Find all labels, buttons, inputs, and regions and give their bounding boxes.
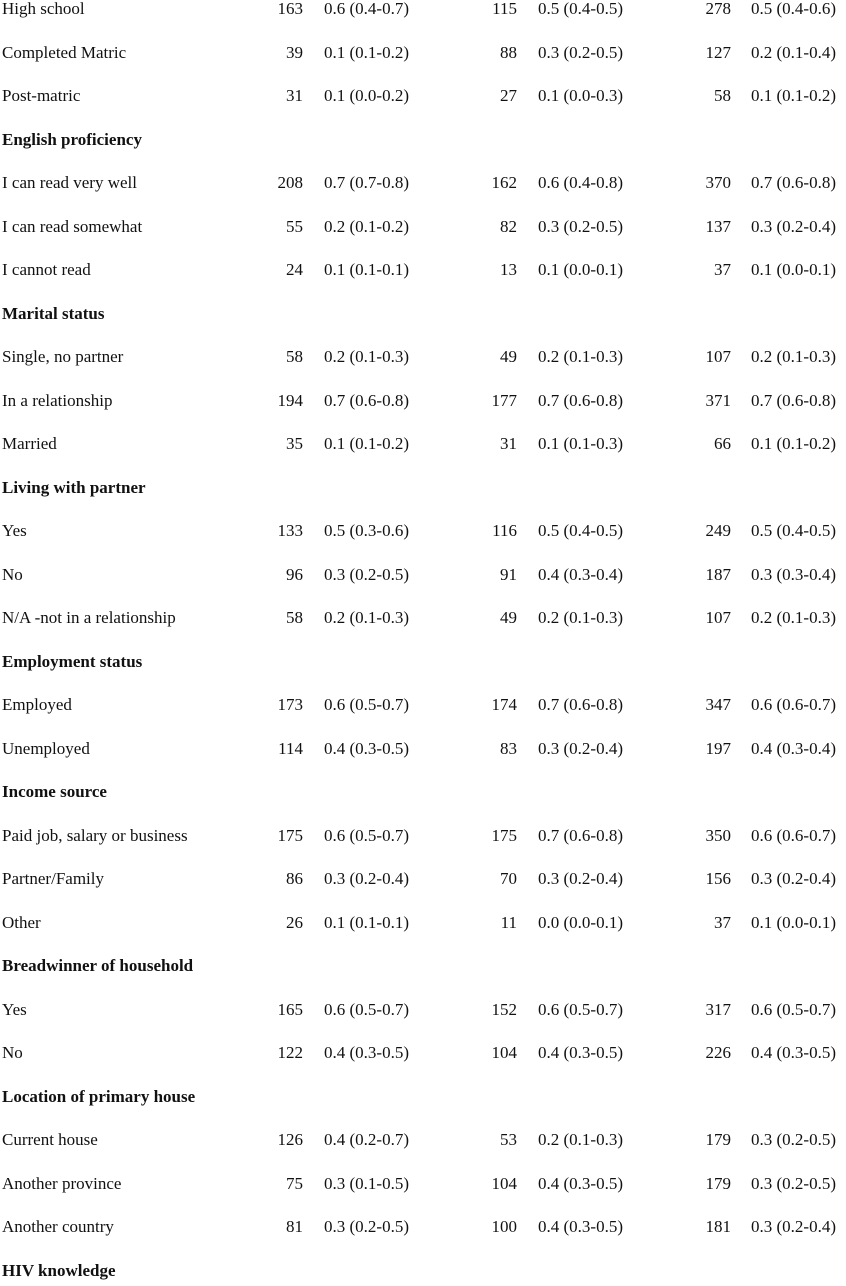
count-group-2: 175 <box>491 825 517 845</box>
count-total: 156 <box>705 869 731 888</box>
count-group-1: 55 <box>286 216 303 236</box>
count-group-1: 58 <box>286 608 303 627</box>
count-total: 66 <box>714 434 731 453</box>
row-label: Yes <box>2 999 27 1019</box>
section-header: Marital status <box>2 303 105 323</box>
count-total: 347 <box>705 695 731 714</box>
count-group-1: 175 <box>277 825 303 845</box>
proportion-ci-total: 0.5 (0.4-0.5) <box>751 521 836 540</box>
proportion-ci-group-1: 0.6 (0.5-0.7) <box>324 825 409 845</box>
count-group-1: 114 <box>278 738 303 758</box>
row-label: Single, no partner <box>2 347 124 366</box>
proportion-ci-group-2: 0.4 (0.3-0.4) <box>538 564 623 584</box>
row-label: Employed <box>2 695 72 714</box>
proportion-ci-group-1: 0.4 (0.3-0.5) <box>324 1043 409 1062</box>
proportion-ci-group-2: 0.4 (0.3-0.5) <box>538 1043 623 1062</box>
section-header-row <box>0 647 846 677</box>
proportion-ci-total: 0.6 (0.6-0.7) <box>751 825 836 845</box>
count-group-2: 53 <box>500 1130 517 1149</box>
count-group-1: 194 <box>277 390 303 410</box>
section-header-row <box>0 1256 846 1286</box>
count-group-1: 122 <box>277 1043 303 1062</box>
count-group-1: 58 <box>286 347 303 366</box>
proportion-ci-group-1: 0.7 (0.7-0.8) <box>324 173 409 192</box>
count-group-2: 88 <box>500 42 517 62</box>
row-label: Married <box>2 434 57 453</box>
table-row <box>0 0 846 24</box>
count-total: 127 <box>705 42 731 62</box>
count-group-2: 115 <box>492 0 517 18</box>
table-row <box>0 690 846 720</box>
count-total: 37 <box>714 912 731 932</box>
table-row <box>0 429 846 459</box>
section-header-row <box>0 1082 846 1112</box>
section-header-row <box>0 299 846 329</box>
proportion-ci-total: 0.3 (0.2-0.4) <box>751 216 836 236</box>
proportion-ci-group-2: 0.1 (0.1-0.3) <box>538 434 623 453</box>
proportion-ci-group-1: 0.2 (0.1-0.2) <box>324 216 409 236</box>
count-group-2: 83 <box>500 738 517 758</box>
count-group-2: 104 <box>491 1043 517 1062</box>
proportion-ci-group-1: 0.1 (0.1-0.2) <box>324 42 409 62</box>
proportion-ci-group-2: 0.6 (0.5-0.7) <box>538 999 623 1019</box>
row-label: Another country <box>2 1217 114 1236</box>
proportion-ci-total: 0.1 (0.0-0.1) <box>751 912 836 932</box>
count-group-2: 174 <box>491 695 517 714</box>
proportion-ci-group-2: 0.7 (0.6-0.8) <box>538 695 623 714</box>
count-total: 137 <box>705 216 731 236</box>
count-group-2: 116 <box>492 521 517 540</box>
table-row <box>0 255 846 285</box>
count-group-2: 27 <box>500 86 517 105</box>
proportion-ci-group-2: 0.5 (0.4-0.5) <box>538 0 623 18</box>
proportion-ci-group-1: 0.6 (0.5-0.7) <box>324 695 409 714</box>
count-group-1: 86 <box>286 869 303 888</box>
proportion-ci-group-2: 0.0 (0.0-0.1) <box>538 912 623 932</box>
table-row <box>0 1038 846 1068</box>
proportion-ci-group-2: 0.4 (0.3-0.5) <box>538 1217 623 1236</box>
count-total: 317 <box>705 999 731 1019</box>
count-group-1: 26 <box>286 912 303 932</box>
count-total: 179 <box>705 1130 731 1149</box>
table-row <box>0 342 846 372</box>
proportion-ci-total: 0.1 (0.1-0.2) <box>751 434 836 453</box>
row-label: Paid job, salary or business <box>2 825 188 845</box>
count-total: 197 <box>705 738 731 758</box>
proportion-ci-group-2: 0.2 (0.1-0.3) <box>538 608 623 627</box>
count-group-1: 96 <box>286 564 303 584</box>
count-group-2: 11 <box>500 912 517 932</box>
section-header-row <box>0 777 846 807</box>
proportion-ci-total: 0.3 (0.3-0.4) <box>751 564 836 584</box>
count-total: 278 <box>705 0 731 18</box>
proportion-ci-total: 0.2 (0.1-0.4) <box>751 42 836 62</box>
section-header: English proficiency <box>2 129 142 149</box>
section-header: Income source <box>2 782 107 801</box>
count-group-1: 31 <box>286 86 303 105</box>
count-group-1: 75 <box>286 1173 303 1193</box>
count-group-2: 49 <box>500 347 517 366</box>
count-group-2: 13 <box>500 260 517 279</box>
count-group-2: 152 <box>491 999 517 1019</box>
table-row <box>0 38 846 68</box>
proportion-ci-group-2: 0.3 (0.2-0.5) <box>538 216 623 236</box>
proportion-ci-group-2: 0.3 (0.2-0.4) <box>538 738 623 758</box>
row-label: I can read somewhat <box>2 216 143 236</box>
count-group-2: 82 <box>500 216 517 236</box>
section-header: HIV knowledge <box>2 1260 116 1280</box>
proportion-ci-group-1: 0.3 (0.2-0.5) <box>324 564 409 584</box>
table-row <box>0 212 846 242</box>
count-total: 107 <box>705 347 731 366</box>
section-header-row <box>0 125 846 155</box>
count-group-2: 70 <box>500 869 517 888</box>
proportion-ci-group-1: 0.1 (0.0-0.2) <box>324 86 409 105</box>
proportion-ci-group-1: 0.3 (0.1-0.5) <box>324 1173 409 1193</box>
count-group-1: 133 <box>277 521 303 540</box>
table-row <box>0 168 846 198</box>
row-label: No <box>2 1043 23 1062</box>
proportion-ci-total: 0.2 (0.1-0.3) <box>751 608 836 627</box>
count-total: 371 <box>705 390 731 410</box>
row-label: Another province <box>2 1173 122 1193</box>
section-header: Living with partner <box>2 477 146 497</box>
section-header-row <box>0 951 846 981</box>
count-total: 179 <box>705 1173 731 1193</box>
proportion-ci-total: 0.6 (0.6-0.7) <box>751 695 836 714</box>
proportion-ci-group-2: 0.3 (0.2-0.5) <box>538 42 623 62</box>
row-label: Completed Matric <box>2 42 127 62</box>
proportion-ci-group-2: 0.6 (0.4-0.8) <box>538 173 623 192</box>
proportion-ci-group-1: 0.1 (0.1-0.2) <box>324 434 409 453</box>
row-label: I can read very well <box>2 173 137 192</box>
count-total: 37 <box>714 260 731 279</box>
row-label: N/A -not in a relationship <box>2 608 176 627</box>
row-label: Unemployed <box>2 738 90 758</box>
count-group-2: 31 <box>500 434 517 453</box>
proportion-ci-group-1: 0.2 (0.1-0.3) <box>324 608 409 627</box>
proportion-ci-total: 0.3 (0.2-0.5) <box>751 1130 836 1149</box>
table-row <box>0 1169 846 1199</box>
proportion-ci-total: 0.3 (0.2-0.4) <box>751 869 836 888</box>
proportion-ci-group-2: 0.1 (0.0-0.1) <box>538 260 623 279</box>
row-label: Other <box>2 912 41 932</box>
proportion-ci-group-1: 0.6 (0.5-0.7) <box>324 999 409 1019</box>
proportion-ci-group-1: 0.4 (0.3-0.5) <box>324 738 409 758</box>
row-label: Post-matric <box>2 86 81 105</box>
table-row <box>0 560 846 590</box>
section-header-row <box>0 473 846 503</box>
proportion-ci-group-1: 0.7 (0.6-0.8) <box>324 390 409 410</box>
row-label: No <box>2 564 23 584</box>
proportion-ci-group-1: 0.3 (0.2-0.4) <box>324 869 409 888</box>
count-total: 181 <box>705 1217 731 1236</box>
proportion-ci-group-2: 0.2 (0.1-0.3) <box>538 347 623 366</box>
count-group-2: 104 <box>491 1173 517 1193</box>
table-row <box>0 81 846 111</box>
proportion-ci-group-2: 0.7 (0.6-0.8) <box>538 825 623 845</box>
count-group-1: 208 <box>277 173 303 192</box>
table-row <box>0 864 846 894</box>
table-row <box>0 995 846 1025</box>
row-label: Current house <box>2 1130 98 1149</box>
count-group-1: 173 <box>277 695 303 714</box>
section-header: Employment status <box>2 651 143 671</box>
count-total: 249 <box>705 521 731 540</box>
table-row <box>0 908 846 938</box>
proportion-ci-total: 0.4 (0.3-0.5) <box>751 1043 836 1062</box>
count-group-2: 49 <box>500 608 517 627</box>
proportion-ci-total: 0.2 (0.1-0.3) <box>751 347 836 366</box>
row-label: Partner/Family <box>2 869 104 888</box>
table-row <box>0 516 846 546</box>
proportion-ci-group-1: 0.3 (0.2-0.5) <box>324 1217 409 1236</box>
table-row <box>0 386 846 416</box>
count-total: 107 <box>705 608 731 627</box>
count-total: 58 <box>714 86 731 105</box>
table-row <box>0 734 846 764</box>
proportion-ci-total: 0.7 (0.6-0.8) <box>751 390 836 410</box>
section-header: Location of primary house <box>2 1086 196 1106</box>
count-total: 370 <box>705 173 731 192</box>
proportion-ci-group-1: 0.4 (0.2-0.7) <box>324 1130 409 1149</box>
proportion-ci-total: 0.5 (0.4-0.6) <box>751 0 836 18</box>
row-label: In a relationship <box>2 390 113 410</box>
row-label: Yes <box>2 521 27 540</box>
proportion-ci-total: 0.4 (0.3-0.4) <box>751 738 836 758</box>
proportion-ci-group-2: 0.2 (0.1-0.3) <box>538 1130 623 1149</box>
proportion-ci-group-2: 0.7 (0.6-0.8) <box>538 390 623 410</box>
proportion-ci-total: 0.3 (0.2-0.5) <box>751 1173 836 1193</box>
proportion-ci-total: 0.1 (0.0-0.1) <box>751 260 836 279</box>
proportion-ci-group-2: 0.3 (0.2-0.4) <box>538 869 623 888</box>
proportion-ci-total: 0.3 (0.2-0.4) <box>751 1217 836 1236</box>
count-total: 350 <box>705 825 731 845</box>
table-row <box>0 1125 846 1155</box>
count-group-1: 35 <box>286 434 303 453</box>
proportion-ci-group-2: 0.1 (0.0-0.3) <box>538 86 623 105</box>
count-group-1: 165 <box>277 999 303 1019</box>
proportion-ci-total: 0.7 (0.6-0.8) <box>751 173 836 192</box>
count-total: 226 <box>705 1043 731 1062</box>
count-group-2: 177 <box>491 390 517 410</box>
proportion-ci-group-1: 0.6 (0.4-0.7) <box>324 0 409 18</box>
proportion-ci-group-1: 0.5 (0.3-0.6) <box>324 521 409 540</box>
proportion-ci-group-1: 0.1 (0.1-0.1) <box>324 260 409 279</box>
row-label: I cannot read <box>2 260 91 279</box>
count-group-2: 91 <box>500 564 517 584</box>
proportion-ci-group-2: 0.5 (0.4-0.5) <box>538 521 623 540</box>
proportion-ci-group-1: 0.2 (0.1-0.3) <box>324 347 409 366</box>
count-group-1: 126 <box>277 1130 303 1149</box>
table-row <box>0 821 846 851</box>
proportion-ci-total: 0.6 (0.5-0.7) <box>751 999 836 1019</box>
section-header: Breadwinner of household <box>2 956 194 975</box>
proportion-ci-group-2: 0.4 (0.3-0.5) <box>538 1173 623 1193</box>
table-row <box>0 1212 846 1242</box>
row-label: High school <box>2 0 85 18</box>
table-row <box>0 603 846 633</box>
count-group-1: 24 <box>286 260 303 279</box>
count-group-2: 100 <box>491 1217 517 1236</box>
proportion-ci-group-1: 0.1 (0.1-0.1) <box>324 912 409 932</box>
count-group-1: 81 <box>286 1217 303 1236</box>
count-group-2: 162 <box>491 173 517 192</box>
proportion-ci-total: 0.1 (0.1-0.2) <box>751 86 836 105</box>
count-group-1: 39 <box>286 42 303 62</box>
count-group-1: 163 <box>277 0 303 18</box>
count-total: 187 <box>705 564 731 584</box>
